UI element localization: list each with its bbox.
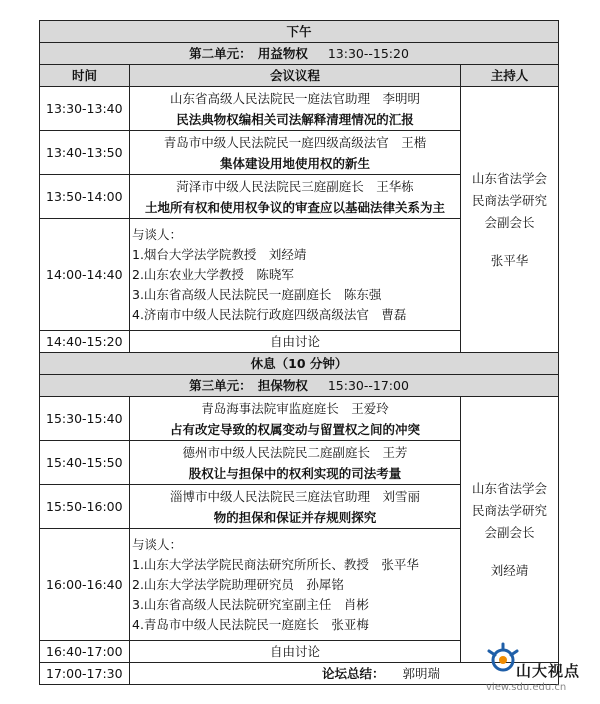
schedule-table: [39, 20, 559, 685]
talk-topic: 股权让与担保中的权利实现的司法考量: [188, 465, 402, 481]
free-discussion-label: 自由讨论: [130, 331, 461, 353]
host-org-line3: 会副会长: [484, 524, 535, 540]
panelist: 3.山东省高级人民法院民一庭副庭长 陈东强: [132, 286, 382, 302]
host-org-line3: 会副会长: [484, 214, 535, 230]
slot-time: 15:50-16:00: [40, 485, 130, 529]
host-org-line2: 民商法学研究: [472, 192, 548, 208]
unit3-time: 15:30--17:00: [327, 378, 409, 393]
host-name: 刘经靖: [490, 562, 529, 578]
host-org-line2: 民商法学研究: [472, 502, 548, 518]
summary-person: 郭明瑞: [402, 666, 441, 681]
talk-topic: 物的担保和保证并存规则探究: [213, 509, 377, 525]
slot-time: 15:30-15:40: [40, 397, 130, 441]
slot-time: 13:40-13:50: [40, 131, 130, 175]
speaker: 菏泽市中级人民法院民三庭副庭长 王华栋: [176, 178, 414, 194]
speaker: 青岛海事法院审监庭庭长 王爱玲: [201, 400, 389, 416]
panelist: 3.山东省高级人民法院研究室副主任 肖彬: [132, 596, 369, 612]
watermark-logo: [480, 642, 600, 704]
speaker: 山东省高级人民法院民一庭法官助理 李明明: [169, 90, 420, 106]
table-row: [40, 87, 559, 131]
talk-topic: 土地所有权和使用权争议的审查应以基础法律关系为主: [144, 199, 445, 215]
col-header-host: 主持人: [461, 65, 559, 87]
slot-content: [130, 441, 461, 485]
talk-topic: 占有改定导致的权属变动与留置权之间的冲突: [169, 421, 420, 437]
host-name: 张平华: [490, 252, 529, 268]
panelist: 4.济南市中级人民法院行政庭四级高级法官 曹磊: [132, 306, 407, 322]
host-org-line1: 山东省法学会: [472, 170, 548, 186]
panelist: 4.青岛市中级人民法院民一庭庭长 张亚梅: [132, 616, 369, 632]
unit2-title: 第二单元： 用益物权: [189, 46, 308, 61]
slot-content: [130, 131, 461, 175]
unit2-time: 13:30--15:20: [327, 46, 409, 61]
col-header-agenda: 会议议程: [130, 65, 461, 87]
unit2-host-cell: [461, 87, 559, 353]
panelist: 1.烟台大学法学院教授 刘经靖: [132, 246, 307, 262]
unit3-host-cell: [461, 397, 559, 663]
slot-time: 17:00-17:30: [40, 663, 130, 685]
speaker: 青岛市中级人民法院民一庭四级高级法官 王楷: [163, 134, 427, 150]
unit3-title: 第三单元： 担保物权: [189, 378, 308, 393]
talk-topic: 民法典物权编相关司法解释清理情况的汇报: [176, 111, 414, 127]
panel-label: 与谈人：: [132, 226, 183, 242]
unit3-header: [40, 375, 559, 397]
speaker: 淄博市中级人民法院民三庭法官助理 刘雪丽: [169, 488, 420, 504]
panel-label: 与谈人：: [132, 536, 183, 552]
slot-content: [130, 485, 461, 529]
panelist: 2.山东农业大学教授 陈晓军: [132, 266, 294, 282]
free-discussion-label: 自由讨论: [130, 641, 461, 663]
summary-label: 论坛总结：: [322, 666, 385, 681]
panelist: 1.山东大学法学院民商法研究所所长、教授 张平华: [132, 556, 419, 572]
slot-content: [130, 397, 461, 441]
slot-time: 14:40-15:20: [40, 331, 130, 353]
break-label: 休息（10 分钟）: [40, 353, 559, 375]
break-row: [40, 353, 559, 375]
panelist: 2.山东大学法学院助理研究员 孙犀铭: [132, 576, 344, 592]
slot-time: 13:30-13:40: [40, 87, 130, 131]
slot-content: [130, 175, 461, 219]
unit2-header: [40, 43, 559, 65]
watermark-url: view.sdu.edu.cn: [486, 682, 567, 693]
slot-time: 15:40-15:50: [40, 441, 130, 485]
eye-logo-icon: [486, 642, 520, 676]
unit3-header-row: [40, 375, 559, 397]
unit2-header-row: [40, 43, 559, 65]
panel-list: [130, 219, 461, 331]
talk-topic: 集体建设用地使用权的新生: [219, 155, 370, 171]
slot-time: 16:00-16:40: [40, 529, 130, 641]
panel-list: [130, 529, 461, 641]
speaker: 德州市中级人民法院民二庭副庭长 王芳: [182, 444, 408, 460]
table-row: [40, 397, 559, 441]
col-header-time: 时间: [40, 65, 130, 87]
slot-time: 13:50-14:00: [40, 175, 130, 219]
slot-content: [130, 87, 461, 131]
slot-time: 16:40-17:00: [40, 641, 130, 663]
watermark-name: 山大视点: [516, 662, 581, 680]
host-org-line1: 山东省法学会: [472, 480, 548, 496]
slot-time: 14:00-14:40: [40, 219, 130, 331]
period-row: [40, 21, 559, 43]
column-header-row: [40, 65, 559, 87]
period-header: 下午: [40, 21, 559, 43]
